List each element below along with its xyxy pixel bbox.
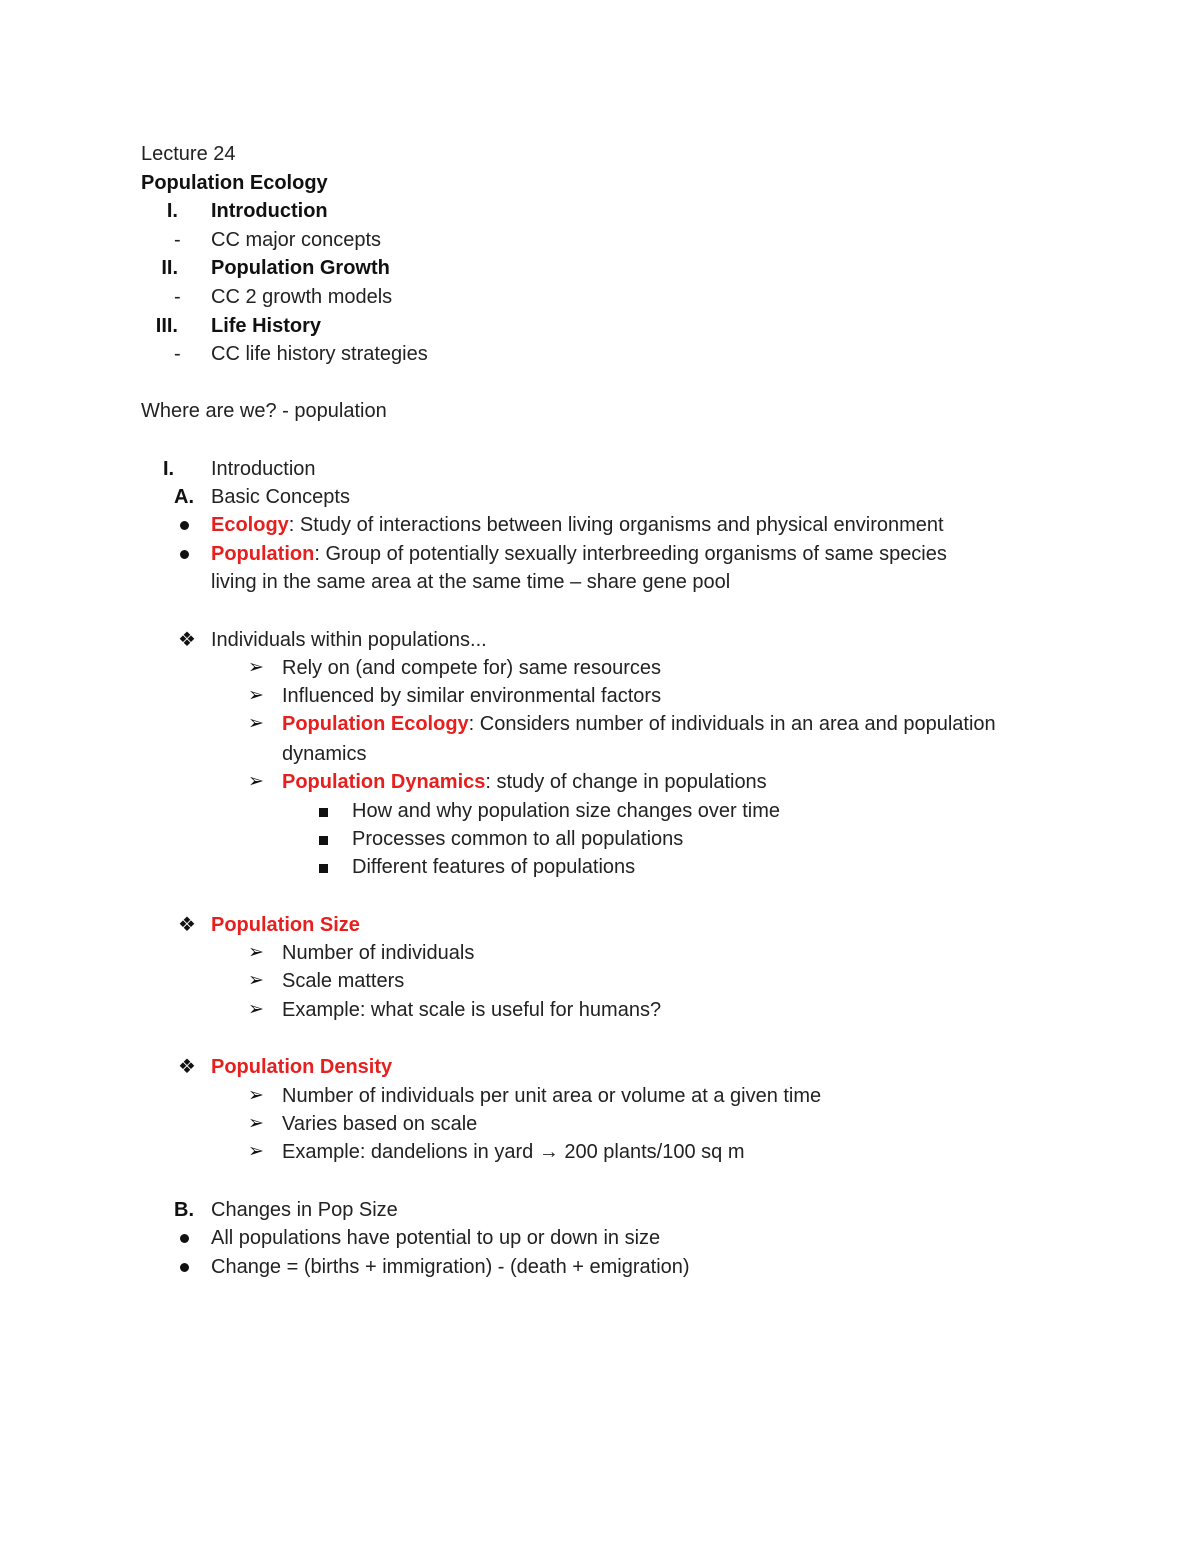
square-bullet-icon — [319, 808, 328, 817]
bullet-dot-icon — [180, 1234, 189, 1243]
arrow-bullet-icon: ➢ — [248, 1113, 264, 1134]
document-page: Lecture 24 Population Ecology I. Introduction - CC major concepts II. Population Growth - CC 2 growth models III. Life History - CC life history strategies Where are we? - population I. Introduction A. Basic Concepts Ecology: Study of interactions between living organisms and physical environment Population: Group of potentially sexually interbreeding organisms of same species living in the same area at the same time – share gene pool ❖ Individuals within populations... ➢ Rely on (and compete for) same resources ➢ Influenced by similar environmental factors ➢ Population Ecology: Considers number of individuals in an area and population dynamics ➢ Population Dynamics: study of change in populations How and why population size changes over time Processes common to all populations Different features of populations ❖ Population Size ➢ Number of individuals ➢ Scale matters ➢ Example: what scale is useful for humans? ❖ Population Density ➢ Number of individuals per unit area or volume at a given time ➢ Varies based on scale ➢ Example: dandelions in yard → 200 plants/100 sq m B. Changes in Pop Size All populations have potential to up or down in size Change = (births + immigration) - (death + emigration) — [141, 143, 996, 1278]
dash-bullet: - — [174, 343, 181, 365]
bullet-dot-icon — [180, 1263, 189, 1272]
dash-bullet: - — [174, 229, 181, 251]
population-dynamics-term: Population Dynamics — [282, 771, 486, 793]
population-term: Population — [211, 543, 315, 565]
arrow-bullet-icon: ➢ — [248, 685, 264, 706]
arrow-bullet-icon: ➢ — [248, 1141, 264, 1162]
diamond-bullet-icon: ❖ — [178, 1056, 196, 1078]
population-ecology-term: Population Ecology — [282, 713, 469, 735]
diamond-bullet-icon: ❖ — [178, 629, 196, 651]
arrow-bullet-icon: ➢ — [248, 1085, 264, 1106]
square-bullet-icon — [319, 836, 328, 845]
diamond-bullet-icon: ❖ — [178, 914, 196, 936]
square-bullet-icon — [319, 864, 328, 873]
arrow-bullet-icon: ➢ — [248, 999, 264, 1020]
bullet-dot-icon — [180, 550, 189, 559]
arrow-bullet-icon: ➢ — [248, 942, 264, 963]
arrow-bullet-icon: ➢ — [248, 970, 264, 991]
dash-bullet: - — [174, 286, 181, 308]
ecology-term: Ecology — [211, 514, 289, 536]
bullet-dot-icon — [180, 521, 189, 530]
arrow-bullet-icon: ➢ — [248, 657, 264, 678]
arrow-bullet-icon: ➢ — [248, 713, 264, 734]
arrow-bullet-icon: ➢ — [248, 771, 264, 792]
